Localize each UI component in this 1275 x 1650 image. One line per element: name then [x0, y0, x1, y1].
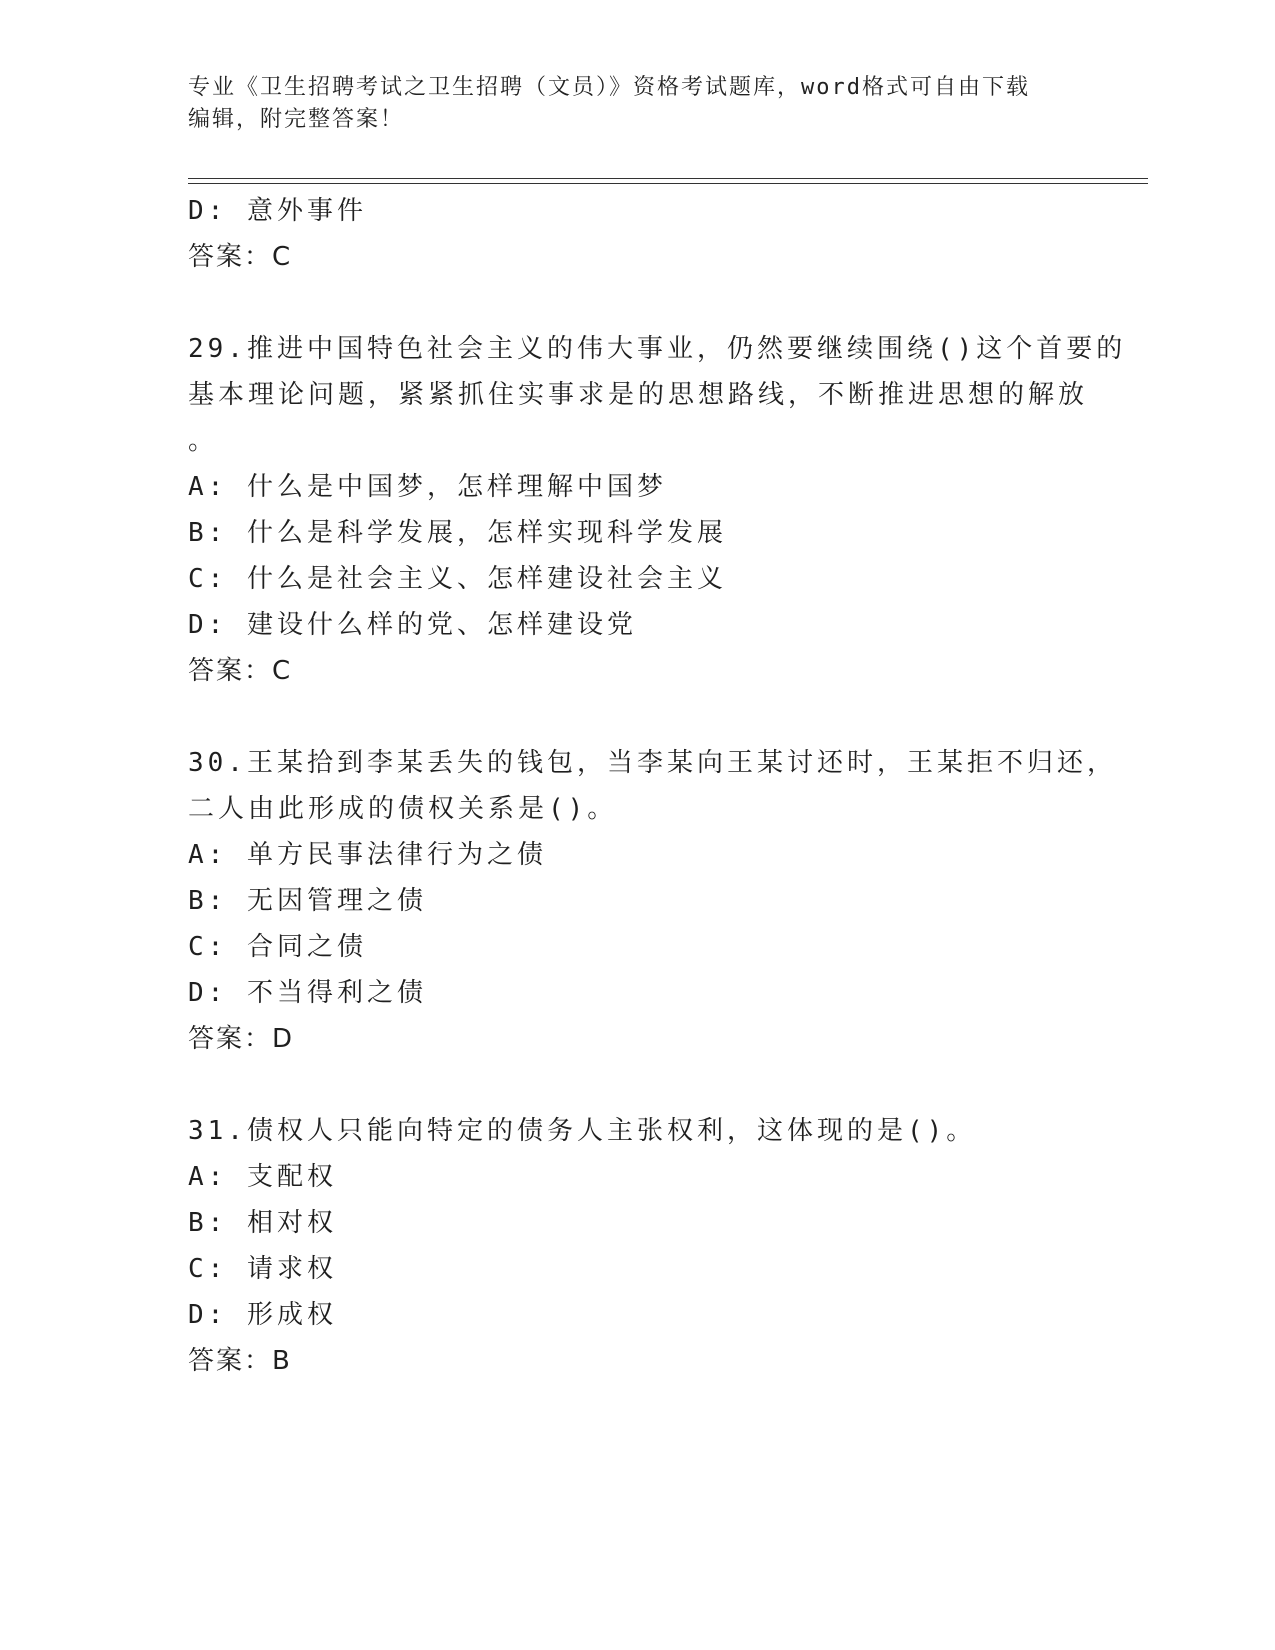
option-d: D: 建设什么样的党、怎样建设党 [188, 610, 637, 640]
previous-question-tail [188, 188, 1088, 280]
header-divider-bottom [188, 183, 1148, 184]
question-31 [188, 1108, 1088, 1384]
question-30 [188, 740, 1117, 1062]
option-d: D: 意外事件 [188, 196, 367, 226]
option-a: A: 支配权 [188, 1162, 337, 1192]
question-text-line: 二人由此形成的债权关系是()。 [188, 794, 618, 824]
header-divider-top [188, 178, 1148, 179]
question-text-line: 31.债权人只能向特定的债务人主张权利，这体现的是()。 [188, 1116, 977, 1146]
question-gap [188, 694, 1088, 740]
question-list [188, 188, 1127, 1384]
option-d: D: 不当得利之债 [188, 978, 427, 1008]
answer-line: 答案：D [188, 1024, 295, 1054]
question-text-line: 。 [188, 426, 219, 456]
header-line-2: 编辑，附完整答案！ [188, 107, 405, 132]
question-29 [188, 326, 1127, 694]
question-gap [188, 1062, 1088, 1108]
question-text-line: 30.王某拾到李某丢失的钱包，当李某向王某讨还时，王某拒不归还， [188, 748, 1117, 778]
question-text-line: 29.推进中国特色社会主义的伟大事业，仍然要继续围绕()这个首要的 [188, 334, 1127, 364]
question-gap [188, 280, 1088, 326]
option-a: A: 单方民事法律行为之债 [188, 840, 547, 870]
answer-line: 答案：C [188, 242, 293, 272]
question-text-line: 基本理论问题，紧紧抓住实事求是的思想路线，不断推进思想的解放 [188, 380, 1089, 410]
option-b: B: 无因管理之债 [188, 886, 427, 916]
option-b: B: 什么是科学发展，怎样实现科学发展 [188, 518, 727, 548]
answer-line: 答案：C [188, 656, 293, 686]
option-a: A: 什么是中国梦，怎样理解中国梦 [188, 472, 667, 502]
document-header [188, 72, 1088, 136]
option-d: D: 形成权 [188, 1300, 337, 1330]
option-c: C: 请求权 [188, 1254, 337, 1284]
header-line-1: 专业《卫生招聘考试之卫生招聘（文员）》资格考试题库，word格式可自由下载 [188, 75, 1030, 100]
option-c: C: 合同之债 [188, 932, 367, 962]
answer-line: 答案：B [188, 1346, 292, 1376]
option-b: B: 相对权 [188, 1208, 337, 1238]
option-c: C: 什么是社会主义、怎样建设社会主义 [188, 564, 727, 594]
